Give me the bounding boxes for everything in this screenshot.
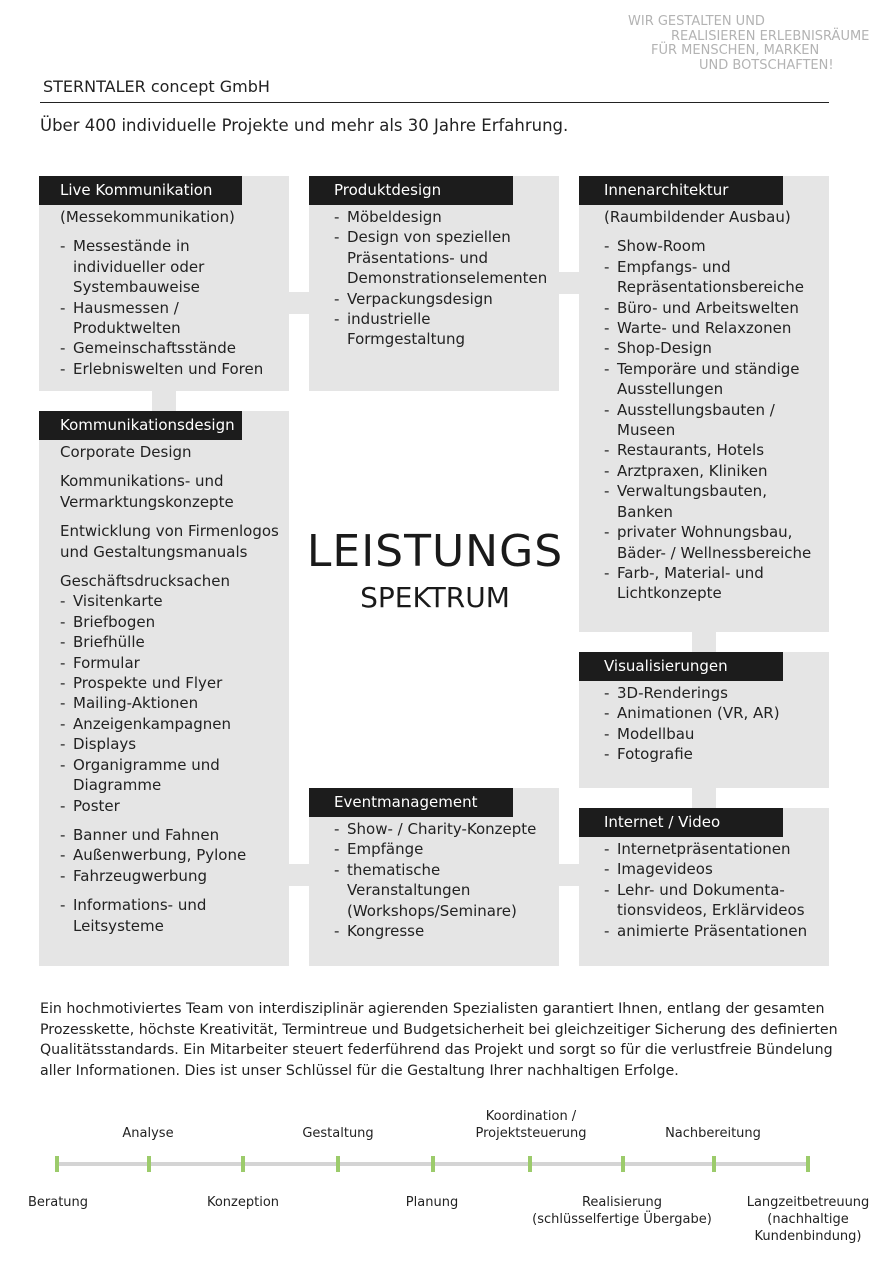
box-content-eventmanagement: [334, 819, 553, 941]
list-item: - Farb-, Material- und Lichtkonzepte: [604, 563, 827, 604]
list-item: - Temporäre und ständige Ausstellungen: [604, 359, 827, 400]
list-item: - Anzeigenkampagnen: [60, 714, 283, 734]
connector-event-internet: [558, 864, 580, 886]
list-item: - Möbeldesign: [334, 207, 553, 227]
box-kommunikationsdesign: [39, 411, 289, 966]
komm-list-1: [60, 591, 283, 815]
list-item: - Internetpräsentationen: [604, 839, 823, 859]
list-item: - Empfänge: [334, 839, 553, 859]
list-item: - Informations- und Leitsysteme: [60, 895, 283, 936]
list-item: - Prospekte und Flyer: [60, 673, 283, 693]
connector-produkt-innen: [558, 272, 580, 294]
list-item: - thematische Veranstaltungen (Workshops/Seminare): [334, 860, 553, 921]
list-item: - Mailing-Aktionen: [60, 693, 283, 713]
list-item: - Kongresse: [334, 921, 553, 941]
box-content-innenarchitektur: [604, 207, 827, 604]
timeline-tick: [528, 1156, 532, 1172]
slogan-line-2: REALISIEREN ERLEBNISRÄUME: [671, 28, 870, 44]
timeline-tick: [806, 1156, 810, 1172]
timeline-label: Gestaltung: [302, 1126, 374, 1141]
komm-list-2: [60, 825, 283, 886]
connector-live-komm: [152, 390, 176, 412]
list-item: - Hausmessen / Produktwelten: [60, 298, 283, 339]
slogan-line-3: FÜR MENSCHEN, MARKEN: [651, 43, 820, 58]
live-list: [60, 236, 283, 379]
timeline-label: Nachbereitung: [665, 1126, 761, 1141]
box-innenarchitektur: [579, 176, 829, 632]
timeline-tick: [241, 1156, 245, 1172]
list-item: - 3D-Renderings: [604, 683, 823, 703]
box-title-innenarchitektur: Innenarchitektur: [579, 176, 783, 205]
box-title-eventmanagement: Eventmanagement: [309, 788, 513, 817]
timeline-label: Beratung: [27, 1195, 89, 1210]
list-item: - Briefbogen: [60, 612, 283, 632]
slogan-line-1: WIR GESTALTEN UND: [628, 14, 765, 29]
box-title-visualisierungen: Visualisierungen: [579, 652, 783, 681]
company-name: STERNTALER concept GmbH: [43, 77, 270, 96]
box-content-internet-video: [604, 839, 823, 941]
list-item: - Arztpraxen, Kliniken: [604, 461, 827, 481]
box-title-kommunikationsdesign: Kommunikationsdesign: [39, 411, 242, 440]
box-visualisierungen: [579, 652, 829, 788]
list-item: - Displays: [60, 734, 283, 754]
box-content-kommunikationsdesign: [60, 442, 283, 936]
list-item: - Imagevideos: [604, 859, 823, 879]
connector-innen-visual: [692, 631, 716, 653]
list-item: - animierte Präsentationen: [604, 921, 823, 941]
timeline-label: Analyse: [122, 1126, 174, 1141]
connector-live-produkt: [289, 292, 310, 314]
box-internet-video: [579, 808, 829, 966]
timeline-tick: [55, 1156, 59, 1172]
list-item: - Show-Room: [604, 236, 827, 256]
list-item: - Formular: [60, 653, 283, 673]
box-title-internet-video: Internet / Video: [579, 808, 783, 837]
box-produktdesign: [309, 176, 559, 391]
box-eventmanagement: [309, 788, 559, 966]
list-item: - Fahrzeugwerbung: [60, 866, 283, 886]
list-item: - Büro- und Arbeitswelten: [604, 298, 827, 318]
header-divider: [40, 102, 829, 103]
timeline-tick: [431, 1156, 435, 1172]
list-item: - Visitenkarte: [60, 591, 283, 611]
timeline-label: Koordination / Projektsteuerung: [475, 1109, 587, 1141]
list-item: - privater Wohnungsbau, Bäder- / Wellnessbereiche: [604, 522, 827, 563]
list-item: - Verpackungsdesign: [334, 289, 553, 309]
komm-list-3: [60, 895, 283, 936]
list-item: - Außenwerbung, Pylone: [60, 845, 283, 865]
timeline-label: Konzeption: [206, 1195, 280, 1210]
list-item: - Briefhülle: [60, 632, 283, 652]
connector-visual-internet: [692, 787, 716, 809]
list-item: - Erlebniswelten und Foren: [60, 359, 283, 379]
komm-p3: Entwicklung von Firmenlogos und Gestaltungsmanuals: [60, 522, 279, 561]
list-item: - Ausstellungsbauten / Museen: [604, 400, 827, 441]
list-item: - Messestände in individueller oder Systembauweise: [60, 236, 283, 297]
box-content-live-kommunikation: [60, 207, 283, 379]
produkt-list: [334, 207, 553, 350]
internet-list: [604, 839, 823, 941]
timeline-label: Planung: [405, 1195, 459, 1210]
box-title-live-kommunikation: Live Kommunikation: [39, 176, 242, 205]
list-item: - Animationen (VR, AR): [604, 703, 823, 723]
timeline-label: Langzeitbetreuung (nachhaltige Kundenbindung): [746, 1195, 870, 1244]
timeline-tick: [336, 1156, 340, 1172]
timeline-tick: [147, 1156, 151, 1172]
list-item: - Verwaltungsbauten, Banken: [604, 481, 827, 522]
list-item: - industrielle Formgestaltung: [334, 309, 553, 350]
innen-list: [604, 236, 827, 603]
list-item: - Organigramme und Diagramme: [60, 755, 283, 796]
box-content-visualisierungen: [604, 683, 823, 765]
visual-list: [604, 683, 823, 765]
list-item: - Fotografie: [604, 744, 823, 764]
innen-intro: (Raumbildender Ausbau): [604, 208, 791, 226]
timeline-tick: [712, 1156, 716, 1172]
box-live-kommunikation: [39, 176, 289, 391]
slogan-line-4: UND BOTSCHAFTEN!: [699, 57, 834, 73]
center-subtitle: SPEKTRUM: [360, 581, 510, 614]
list-item: - Modellbau: [604, 724, 823, 744]
list-item: - Restaurants, Hotels: [604, 440, 827, 460]
connector-komm-event: [289, 864, 310, 886]
komm-p4: Geschäftsdrucksachen: [60, 572, 230, 591]
timeline-tick: [621, 1156, 625, 1172]
list-item: - Shop-Design: [604, 338, 827, 358]
list-item: - Gemeinschaftsstände: [60, 338, 283, 358]
event-list: [334, 819, 553, 941]
center-title: LEISTUNGS: [306, 526, 564, 577]
live-intro: (Messekommunikation): [60, 208, 235, 226]
description-paragraph: Ein hochmotiviertes Team von interdisziplinär agierenden Spezialisten garantiert Ihnen, entlang der gesamten Prozesskette, höchste Kreativität, Termintreue und Budgetsicherheit bei gleichzeitiger Sicherung des definierten Qualitätsstandards. Ein Mitarbeiter steuert federführend das Projekt und sorgt so für die verlustfreie Bündelung aller Informationen. Dies ist unser Schlüssel für die Gestaltung Ihrer nachhaltigen Erfolge.: [40, 1001, 838, 1079]
list-item: - Warte- und Relaxzonen: [604, 318, 827, 338]
list-item: - Show- / Charity-Konzepte: [334, 819, 553, 839]
box-title-produktdesign: Produktdesign: [309, 176, 513, 205]
list-item: - Design von speziellen Präsentations- und Demonstrationselementen: [334, 227, 553, 288]
box-content-produktdesign: [334, 207, 553, 350]
komm-p2: Kommunikations- und Vermarktungskonzepte: [60, 472, 234, 511]
page-subtitle: Über 400 individuelle Projekte und mehr als 30 Jahre Erfahrung.: [40, 116, 569, 135]
timeline-label: Realisierung (schlüsselfertige Übergabe): [532, 1195, 712, 1227]
list-item: - Empfangs- und Repräsentationsbereiche: [604, 257, 827, 298]
komm-p1: Corporate Design: [60, 443, 192, 461]
list-item: - Lehr- und Dokumentationsvideos, Erklärvideos: [604, 880, 823, 921]
list-item: - Poster: [60, 796, 283, 816]
list-item: - Banner und Fahnen: [60, 825, 283, 845]
